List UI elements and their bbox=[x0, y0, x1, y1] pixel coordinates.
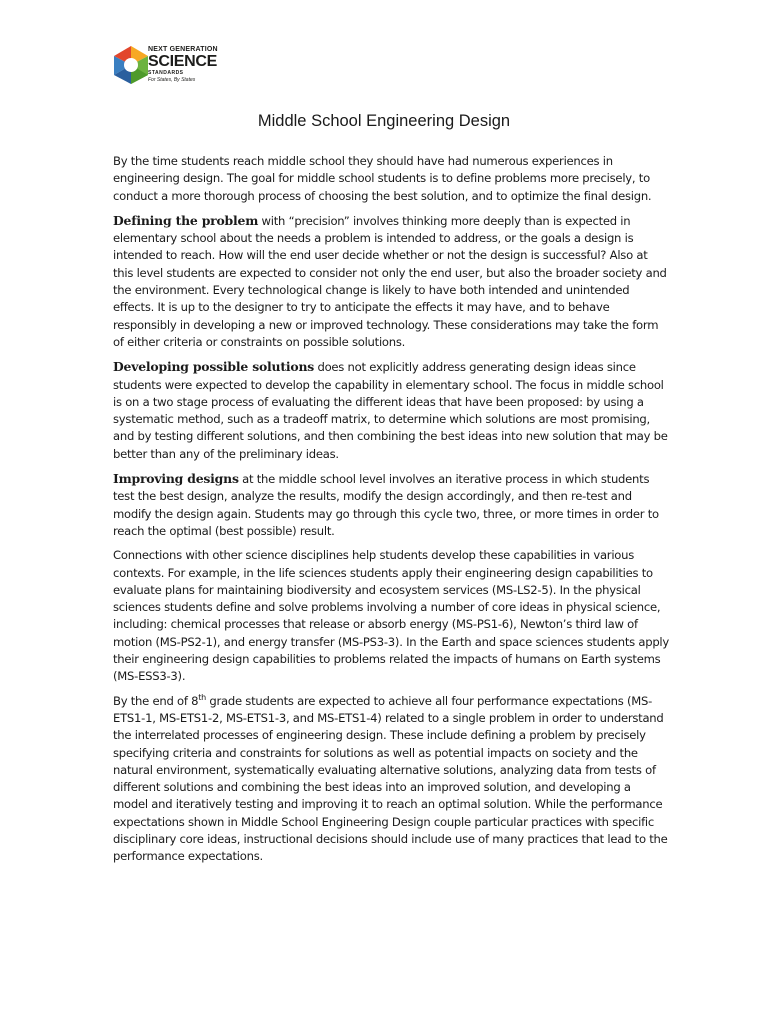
paragraph-improving-designs bbox=[113, 470, 669, 540]
logo-line-standards: STANDARDS bbox=[148, 70, 184, 76]
ngss-logo-mark-icon bbox=[110, 44, 152, 86]
conclusion-superscript: th bbox=[198, 692, 206, 702]
conclusion-paragraph bbox=[113, 693, 669, 866]
lead-defining-the-problem: Defining the problem bbox=[113, 212, 259, 228]
logo-line-tagline: For States, By States bbox=[148, 77, 196, 83]
lead-improving-designs: Improving designs bbox=[113, 471, 239, 487]
document-body bbox=[113, 153, 669, 873]
conclusion-text-rest: grade students are expected to achieve all four performance expectations (MS-ETS1-1, MS-ETS1-2, MS-ETS1-3, and MS-ETS1-4) related to a single problem in order to understand the interrelated processes of engineering design. These include defining a problem by precisely specifying criteria and constraints for solutions as well as potential impacts on society and the natural environment, systematically evaluating alternative solutions, analyzing data from tests of different solutions and combining the best ideas into an improved solution, and developing a model and iteratively testing and improving it to reach an optimal solution. While the performance expectations shown in Middle School Engineering Design couple particular practices with specific disciplinary core ideas, instructional decisions should include use of many practices that lead to the performance expectations. bbox=[113, 693, 668, 864]
text-improving-designs: at the middle school level involves an iterative process in which students test the best design, analyze the results, modify the design accordingly, and then re-test and modify the design again. Students may go through this cycle two, three, or more times in order to reach the optimal (best possible) result. bbox=[113, 472, 659, 538]
paragraph-defining-the-problem bbox=[113, 212, 669, 351]
text-defining-the-problem: with “precision” involves thinking more deeply than is expected in elementary school about the needs a problem is intended to address, or the goals a design is intended to reach. How will the end user decide whether or not the design is successful? Also at this level students are expected to consider not only the end user, but also the broader society and the environment. Every technological change is likely to have both intended and unintended effects. It is up to the designer to try to anticipate the effects it may have, and to behave responsibly in developing a new or improved technology. These considerations may take the form of either criteria or constraints on possible solutions. bbox=[113, 213, 667, 349]
logo-line-science: SCIENCE bbox=[148, 53, 218, 70]
intro-paragraph: By the time students reach middle school they should have had numerous experiences in engineering design. The goal for middle school students is to define problems more precisely, to conduct a more thorough process of choosing the best solution, and to optimize the final design. bbox=[113, 154, 652, 203]
ngss-logo bbox=[110, 44, 218, 92]
lead-developing-possible-solutions: Developing possible solutions bbox=[113, 359, 315, 375]
text-developing-possible-solutions: does not explicitly address generating design ideas since students were expected to develop the capability in elementary school. The focus in middle school is on a two stage process of evaluating the different ideas that have been proposed: by using a systematic method, such as a tradeoff matrix, to determine which solutions are most promising, and by testing different solutions, and then combining the best ideas into new solution that may be better than any of the preliminary ideas. bbox=[113, 360, 668, 461]
logo-line-next-generation: NEXT GENERATION bbox=[148, 46, 218, 53]
document-title: Middle School Engineering Design bbox=[257, 112, 511, 130]
ngss-logo-wordmark bbox=[148, 46, 218, 83]
conclusion-text-start: By the end of 8 bbox=[113, 693, 199, 708]
connections-paragraph: Connections with other science disciplines help students develop these capabilities in various contexts. For example, in the life sciences students apply their engineering design capabilities to evaluate plans for maintaining biodiversity and ecosystem services (MS-LS2-5). In the physical sciences students define and solve problems involving a number of core ideas in physical science, including: chemical processes that release or absorb energy (MS-PS1-6), Newton’s third law of motion (MS-PS2-1), and energy transfer (MS-PS3-3). In the Earth and space sciences students apply their engineering design capabilities to problems related the impacts of humans on Earth systems (MS-ESS3-3). bbox=[113, 548, 670, 684]
paragraph-developing-possible-solutions bbox=[113, 358, 669, 463]
